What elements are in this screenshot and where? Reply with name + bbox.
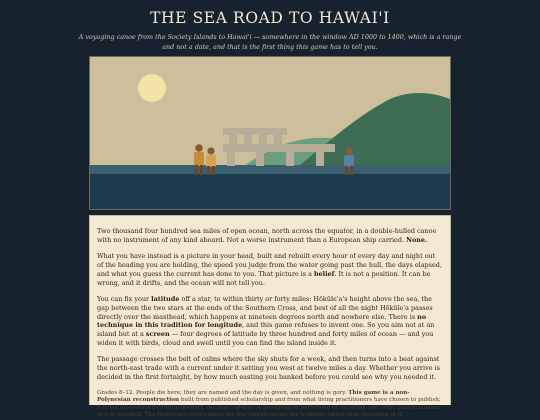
open-sea	[90, 174, 450, 209]
story-paragraph-1: Two thousand four hundred sea miles of open ocean, north across the equator, in a double-hulled canoe with no instrument of any kind aboard. Not a worse instrument than a European ship carried. None.	[97, 227, 437, 244]
scene-illustration	[90, 57, 450, 209]
sea-shallows	[90, 165, 450, 175]
island-scene	[89, 56, 451, 210]
story-panel	[89, 215, 451, 419]
story-paragraph-3: You can fix your latitude off a star, to within thirty or forty miles: Hōkūle'a's height above the sea, the gap between the two stars at the ends of the Southern Cross, and best of all the night Hōkūle'a passes directly over the masthead, which happens at nineteen degrees north and nowhere else. There is no technique in this tradition for longitude, and this game refuses to invent one. So you aim not at an island but at a screen — four degrees of latitude by three hundred and forty miles of ocean — and you widen it with birds, cloud and swell until you can find the island inside it.	[97, 295, 435, 347]
content-note: Grades 8–12. People die here; they are named and the day is given, and nothing is gory. This game is a non-Polynesian reconstruction built from published scholarship and from what living practitioners have chosen to publish; it is not an endorsed cultural product, no chant, prayer or genealogy is performed or invented, and every personal name in it is invented. The Historian's Notes name the live dispute inside the tradition rather than gesturing at it.	[97, 389, 441, 419]
story-paragraph-4: The passage crosses the belt of calms where the sky shuts for a week, and then turns into a beat against the north-east trade with a current under it setting you west at twelve miles a day. Whether you arrive is decided in the first fortnight, by how much easting you banked before you could see why you needed it.	[97, 355, 440, 381]
sun	[138, 74, 166, 102]
story-paragraph-2: What you have instead is a picture in your head, built and rebuilt every hour of every day and night out of the heading you are holding, the speed you judge from the water going past the hull, the days elapsed, and what you guess the current has done to you. That picture is a belief. It is not a position. It can be wrong, and it drifts, and the ocean will not tell you.	[97, 252, 442, 287]
game-subtitle: A voyaging canoe from the Society Islands to Hawai'i — somewhere in the window AD 1000 to 1400, which is a range and not a date, and that is the first thing this game has to tell you.	[78, 33, 462, 51]
game-title: THE SEA ROAD TO HAWAI'I	[150, 9, 390, 27]
